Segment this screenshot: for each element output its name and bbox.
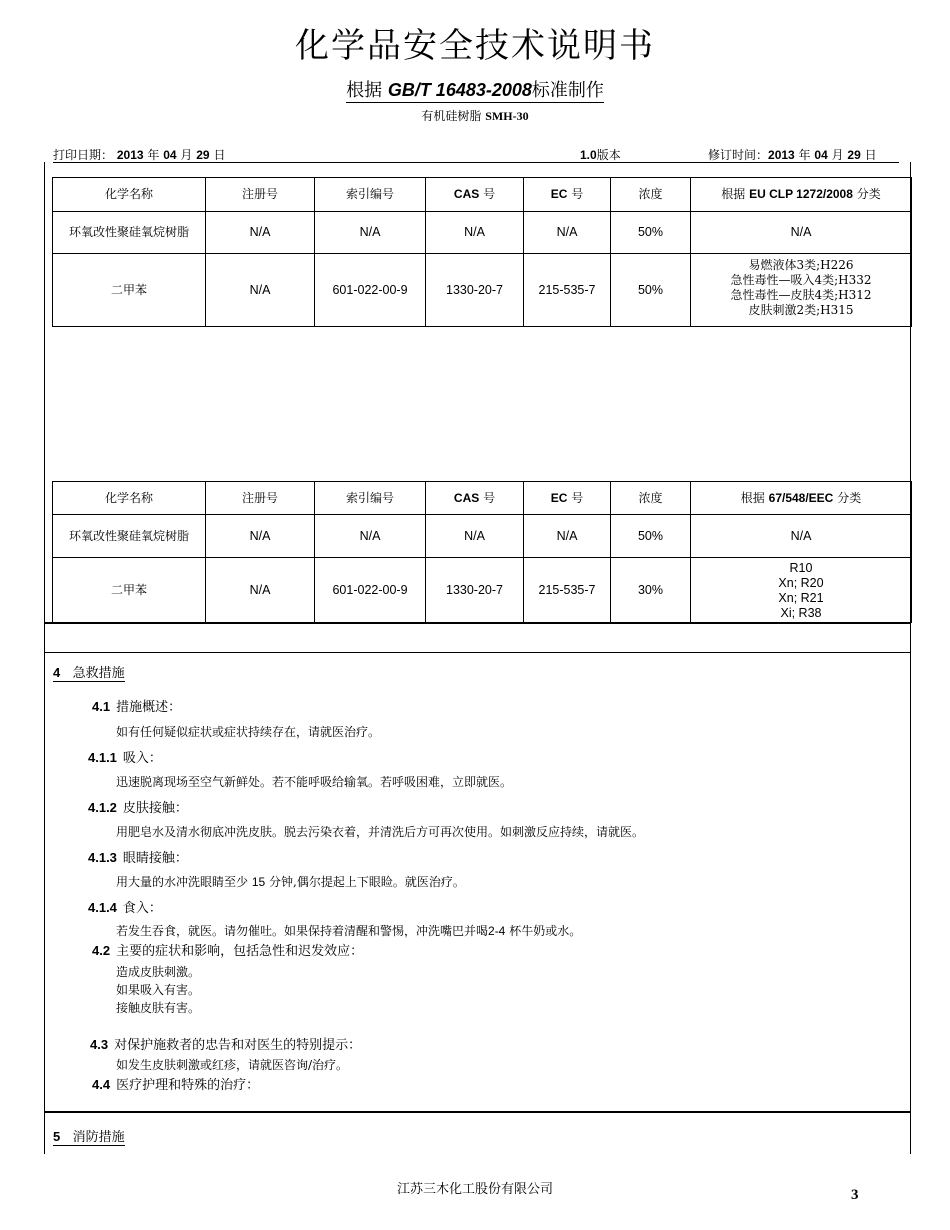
subsection-number: 4.1 — [92, 699, 111, 714]
paragraph: 接触皮肤有害。 — [116, 1001, 201, 1015]
revise-month: 04 — [814, 148, 828, 162]
subsection-4-2 — [92, 940, 363, 959]
print-month-char: 月 — [180, 148, 193, 162]
subsection-number: 4.4 — [92, 1077, 111, 1092]
cell-ec: 215-535-7 — [524, 558, 611, 623]
print-year: 2013 — [116, 148, 144, 162]
paragraph: 如果吸入有害。 — [116, 983, 201, 997]
print-year-char: 年 — [147, 148, 160, 162]
paragraph: 如有任何疑似症状或症状持续存在，请就医治疗。 — [116, 725, 381, 739]
header-concentration: 浓度 — [611, 178, 691, 212]
cell-concentration: 50% — [611, 515, 691, 558]
print-info-line — [53, 146, 899, 163]
table-row — [53, 212, 912, 254]
header-concentration: 浓度 — [611, 482, 691, 515]
classification-line: 急性毒性—皮肤4类;H312 — [730, 288, 872, 302]
cell-registration-no: N/A — [206, 212, 315, 254]
subsection-title: 措施概述： — [116, 700, 182, 715]
header-index-no: 索引编号 — [315, 178, 426, 212]
section-title: 急救措施 — [72, 666, 125, 681]
frame-divider — [44, 1111, 911, 1113]
subsection-4-1-4 — [88, 897, 162, 916]
cell-concentration: 50% — [611, 254, 691, 327]
page-number: 3 — [851, 1187, 859, 1203]
cas-label: CAS — [453, 187, 480, 201]
subsection-title: 皮肤接触： — [122, 801, 188, 816]
version-label: 版本 — [596, 148, 621, 162]
header-classification — [691, 178, 912, 212]
cell-classification: N/A — [691, 515, 912, 558]
cell-index-no: N/A — [315, 515, 426, 558]
header-cas — [426, 178, 524, 212]
cell-classification: N/A — [691, 212, 912, 254]
cell-concentration: 30% — [611, 558, 691, 623]
subsection-title: 对保护施救者的忠告和对医生的特别提示： — [114, 1038, 362, 1053]
subsection-title: 医疗护理和特殊的治疗： — [116, 1078, 260, 1093]
revise-year-char: 年 — [798, 148, 811, 162]
text-part: 用大量的水冲洗眼睛至少 — [116, 875, 249, 889]
cell-registration-no: N/A — [206, 254, 315, 327]
text-part: 分钟,偶尔提起上下眼睑。就医治疗。 — [269, 875, 465, 889]
subsection-number: 4.2 — [92, 943, 111, 958]
version-number: 1.0 — [580, 148, 597, 162]
cell-index-no: N/A — [315, 212, 426, 254]
header-cas — [426, 482, 524, 515]
classification-prefix: 根据 — [740, 490, 765, 505]
cell-ec: N/A — [524, 212, 611, 254]
subsection-4-1-2 — [88, 797, 188, 816]
classification-line: R10 — [789, 561, 813, 575]
text-number: 15 — [251, 875, 266, 889]
document-title: 化学品安全技术说明书 — [295, 26, 655, 66]
classification-line: 易燃液体3类;H226 — [748, 258, 854, 272]
ec-label: EC — [550, 490, 568, 505]
revise-day: 29 — [847, 148, 861, 162]
subsection-4-4 — [92, 1074, 259, 1093]
cell-ec: N/A — [524, 515, 611, 558]
subsection-number: 4.3 — [90, 1037, 109, 1052]
classification-line: 急性毒性—吸入4类;H332 — [730, 273, 872, 287]
cas-suffix: 号 — [483, 490, 496, 505]
text-part: 杯牛奶或水。 — [509, 924, 582, 938]
print-date-label: 打印日期： — [53, 148, 114, 162]
cell-concentration: 50% — [611, 212, 691, 254]
header-classification — [691, 482, 912, 515]
section-5-heading — [53, 1126, 125, 1145]
header-ec — [524, 482, 611, 515]
ec-label: EC — [550, 187, 568, 201]
section-number: 4 — [53, 665, 61, 680]
footer-company: 江苏三木化工股份有限公司 — [396, 1182, 553, 1197]
subsection-title: 食入： — [122, 901, 162, 916]
paragraph — [116, 873, 465, 890]
cell-cas: N/A — [426, 515, 524, 558]
cell-index-no: 601-022-00-9 — [315, 558, 426, 623]
classification-suffix: 分类 — [837, 490, 862, 505]
frame-divider — [44, 652, 911, 653]
section-title: 消防措施 — [72, 1130, 125, 1145]
print-date — [53, 146, 225, 163]
revise-month-char: 月 — [831, 148, 844, 162]
header-chemical-name: 化学名称 — [53, 482, 206, 515]
subtitle-standard: GB/T 16483-2008 — [387, 80, 532, 100]
table-row — [53, 558, 912, 623]
paragraph: 如发生皮肤刺激或红疹，请就医咨询/治疗。 — [116, 1058, 349, 1072]
cell-registration-no: N/A — [206, 558, 315, 623]
cell-chemical-name: 二甲苯 — [53, 254, 206, 327]
header-index-no: 索引编号 — [315, 482, 426, 515]
subsection-4-1-1 — [88, 747, 162, 766]
composition-table-clp — [52, 177, 912, 327]
cas-suffix: 号 — [483, 187, 496, 201]
frame-left-border — [44, 162, 45, 1154]
subtitle-suffix: 标准制作 — [531, 80, 604, 101]
revision-date — [708, 146, 877, 163]
document-subtitle — [0, 76, 950, 102]
classification-prefix: 根据 — [721, 187, 746, 201]
table-header-row — [53, 482, 912, 515]
table-row — [53, 515, 912, 558]
header-registration-no: 注册号 — [206, 482, 315, 515]
cell-index-no: 601-022-00-9 — [315, 254, 426, 327]
paragraph — [116, 922, 581, 939]
table-header-row — [53, 178, 912, 212]
classification-line: 皮肤刺激2类;H315 — [748, 303, 854, 317]
subsection-title: 吸入： — [122, 751, 162, 766]
print-day-char: 日 — [213, 148, 226, 162]
revise-year: 2013 — [768, 148, 795, 162]
subsection-number: 4.1.1 — [88, 750, 117, 765]
subsection-number: 4.1.3 — [88, 850, 117, 865]
section-number: 5 — [53, 1129, 61, 1144]
header-ec — [524, 178, 611, 212]
cell-cas: 1330-20-7 — [426, 254, 524, 327]
header-chemical-name: 化学名称 — [53, 178, 206, 212]
cell-classification — [691, 558, 912, 623]
cell-classification — [691, 254, 912, 327]
subsection-title: 主要的症状和影响，包括急性和迟发效应： — [116, 944, 364, 959]
subsection-4-3 — [90, 1034, 361, 1053]
cas-label: CAS — [453, 490, 480, 505]
text-part: 若发生吞食，就医。请勿催吐。如果保持着清醒和警惕，冲洗嘴巴并喝 — [116, 924, 489, 938]
subsection-title: 眼睛接触： — [122, 851, 188, 866]
subsection-4-1 — [92, 696, 181, 715]
print-day: 29 — [196, 148, 210, 162]
composition-table-dsd — [52, 481, 912, 623]
revise-day-char: 日 — [864, 148, 877, 162]
cell-chemical-name: 二甲苯 — [53, 558, 206, 623]
subsection-number: 4.1.4 — [88, 900, 117, 915]
subsection-number: 4.1.2 — [88, 800, 117, 815]
subtitle-prefix: 根据 — [346, 80, 388, 101]
paragraph: 用肥皂水及清水彻底冲洗皮肤。脱去污染衣着，并清洗后方可再次使用。如刺激反应持续，请就医。 — [116, 825, 645, 839]
classification-regulation: 67/548/EEC — [768, 490, 834, 505]
cell-chemical-name: 环氧改性聚硅氧烷树脂 — [53, 212, 206, 254]
table-row — [53, 254, 912, 327]
header-registration-no: 注册号 — [206, 178, 315, 212]
classification-line: Xn; R20 — [778, 576, 824, 590]
revise-label: 修订时间： — [708, 148, 769, 162]
cell-registration-no: N/A — [206, 515, 315, 558]
paragraph: 造成皮肤刺激。 — [116, 965, 201, 979]
product-name — [0, 107, 950, 124]
ec-suffix: 号 — [571, 490, 584, 505]
cell-ec: 215-535-7 — [524, 254, 611, 327]
classification-suffix: 分类 — [856, 187, 881, 201]
product-code: SMH-30 — [485, 109, 529, 123]
cell-cas: N/A — [426, 212, 524, 254]
text-number: 2-4 — [488, 924, 506, 938]
cell-cas: 1330-20-7 — [426, 558, 524, 623]
classification-regulation: EU CLP 1272/2008 — [749, 187, 853, 201]
ec-suffix: 号 — [571, 187, 584, 201]
paragraph: 迅速脱离现场至空气新鲜处。若不能呼吸给输氧。若呼吸困难，立即就医。 — [116, 775, 513, 789]
classification-line: Xn; R21 — [778, 591, 824, 605]
subsection-4-1-3 — [88, 847, 188, 866]
product-prefix: 有机硅树脂 — [421, 109, 486, 123]
cell-chemical-name: 环氧改性聚硅氧烷树脂 — [53, 515, 206, 558]
classification-line: Xi; R38 — [780, 606, 822, 620]
section-4-heading — [53, 662, 125, 681]
print-month: 04 — [163, 148, 177, 162]
version — [580, 146, 621, 163]
